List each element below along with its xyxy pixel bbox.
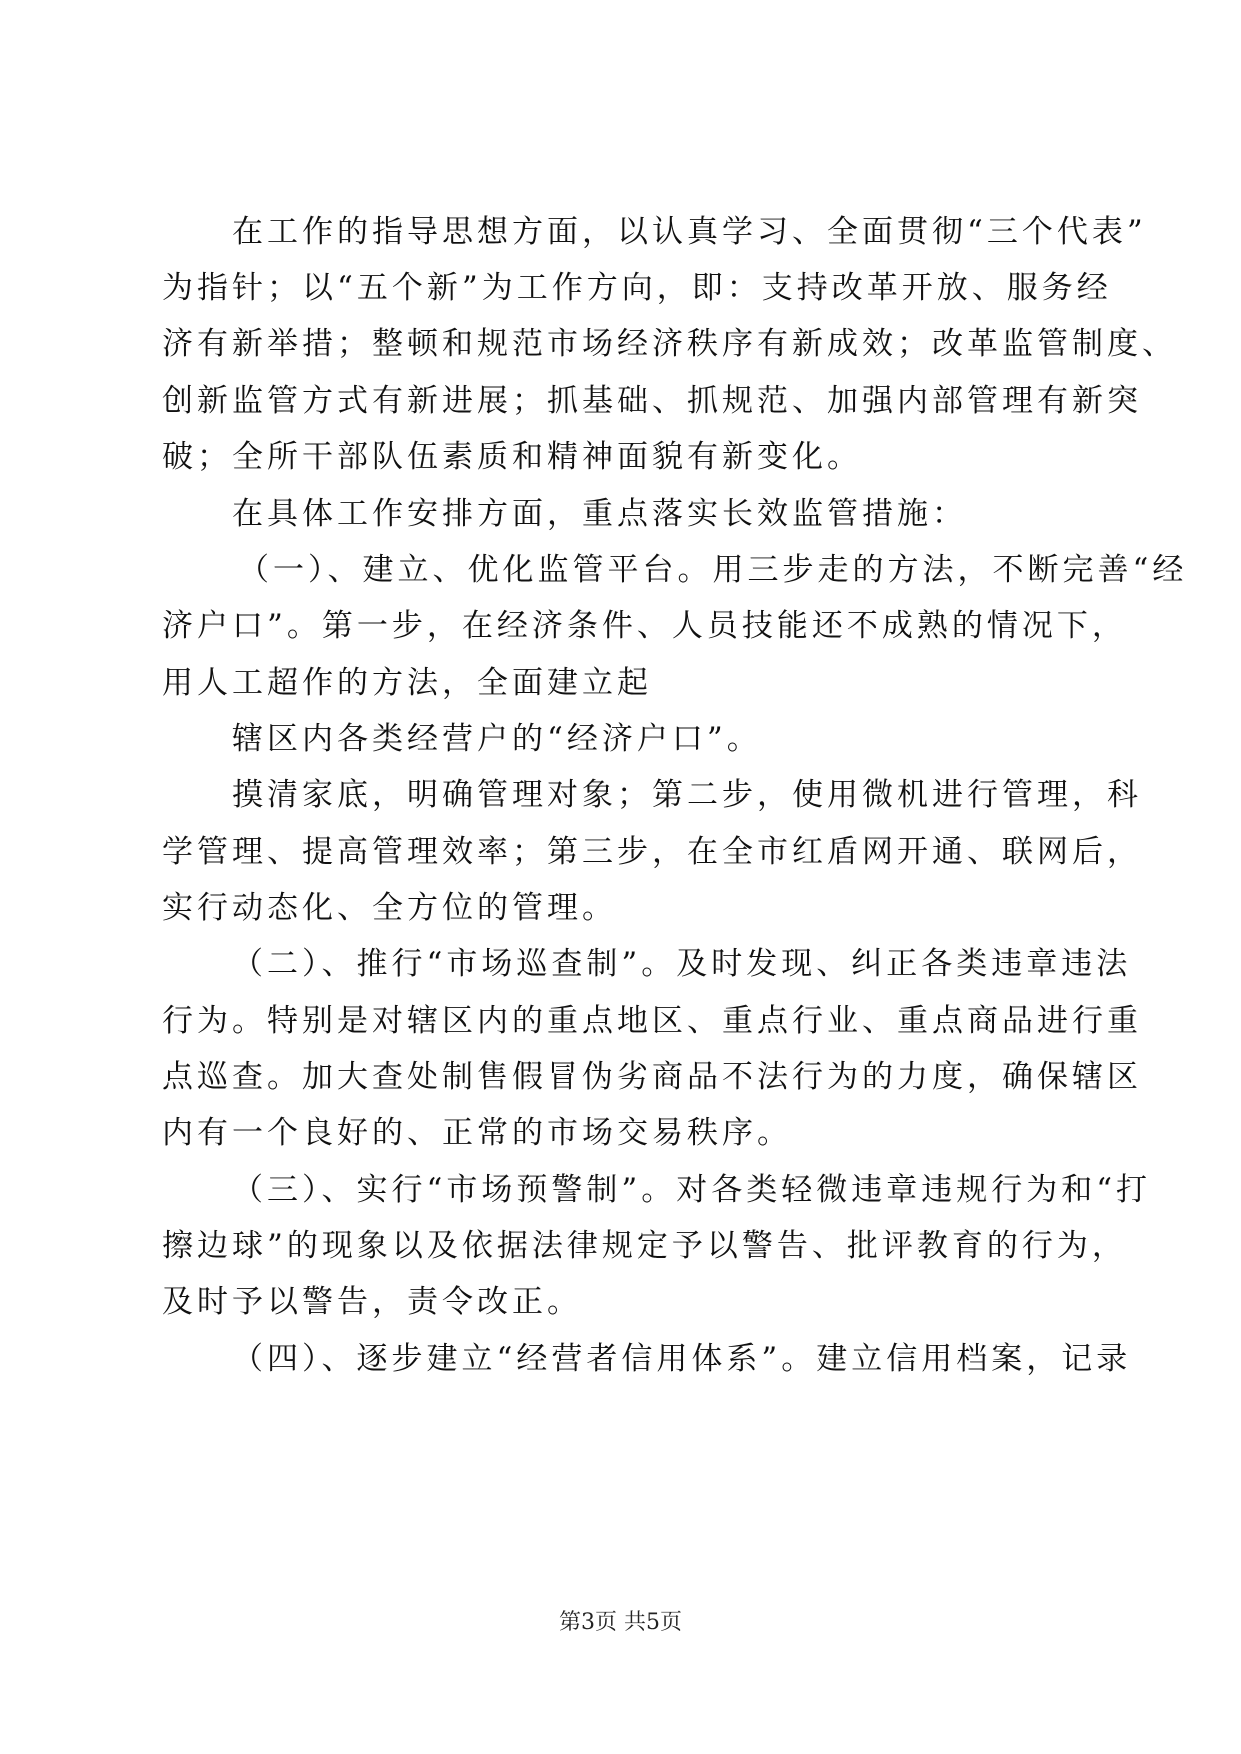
page-number-footer: 第3页 共5页 bbox=[559, 1610, 682, 1635]
paragraph-line: （四）、逐步建立“经营者信用体系”。建立信用档案，记录 bbox=[232, 1341, 1132, 1377]
paragraph-line: 辖区内各类经营户的“经济户口”。 bbox=[232, 721, 762, 757]
paragraph-line: 摸清家底，明确管理对象；第二步，使用微机进行管理，科 bbox=[232, 777, 1142, 813]
paragraph-line: 内有一个良好的、正常的市场交易秩序。 bbox=[162, 1115, 792, 1151]
paragraph-line: 济户口”。第一步，在经济条件、人员技能还不成熟的情况下， bbox=[162, 608, 1127, 644]
paragraph-line: 及时予以警告，责令改正。 bbox=[162, 1284, 582, 1320]
paragraph-line: 实行动态化、全方位的管理。 bbox=[162, 890, 617, 926]
paragraph-line: 为指针；以“五个新”为工作方向，即：支持改革开放、服务经 bbox=[162, 270, 1112, 306]
paragraph-line: 在具体工作安排方面，重点落实长效监管措施： bbox=[232, 496, 967, 532]
paragraph-line: 用人工超作的方法，全面建立起 bbox=[162, 665, 652, 701]
paragraph-line: 在工作的指导思想方面，以认真学习、全面贯彻“三个代表” bbox=[232, 214, 1147, 250]
paragraph-line: 学管理、提高管理效率；第三步，在全市红盾网开通、联网后， bbox=[162, 834, 1142, 870]
paragraph-line: 济有新举措；整顿和规范市场经济秩序有新成效；改革监管制度、 bbox=[162, 326, 1177, 362]
paragraph-line: 点巡查。加大查处制售假冒伪劣商品不法行为的力度，确保辖区 bbox=[162, 1059, 1142, 1095]
paragraph-line: （一）、建立、优化监管平台。用三步走的方法，不断完善“经 bbox=[238, 552, 1188, 588]
paragraph-line: 行为。特别是对辖区内的重点地区、重点行业、重点商品进行重 bbox=[162, 1003, 1142, 1039]
paragraph-line: 创新监管方式有新进展；抓基础、抓规范、加强内部管理有新突 bbox=[162, 383, 1142, 419]
paragraph-line: 破；全所干部队伍素质和精神面貌有新变化。 bbox=[162, 439, 862, 475]
paragraph-line: （二）、推行“市场巡查制”。及时发现、纠正各类违章违法 bbox=[232, 946, 1132, 982]
paragraph-line: （三）、实行“市场预警制”。对各类轻微违章违规行为和“打 bbox=[232, 1172, 1152, 1208]
paragraph-line: 擦边球”的现象以及依据法律规定予以警告、批评教育的行为， bbox=[162, 1228, 1127, 1264]
